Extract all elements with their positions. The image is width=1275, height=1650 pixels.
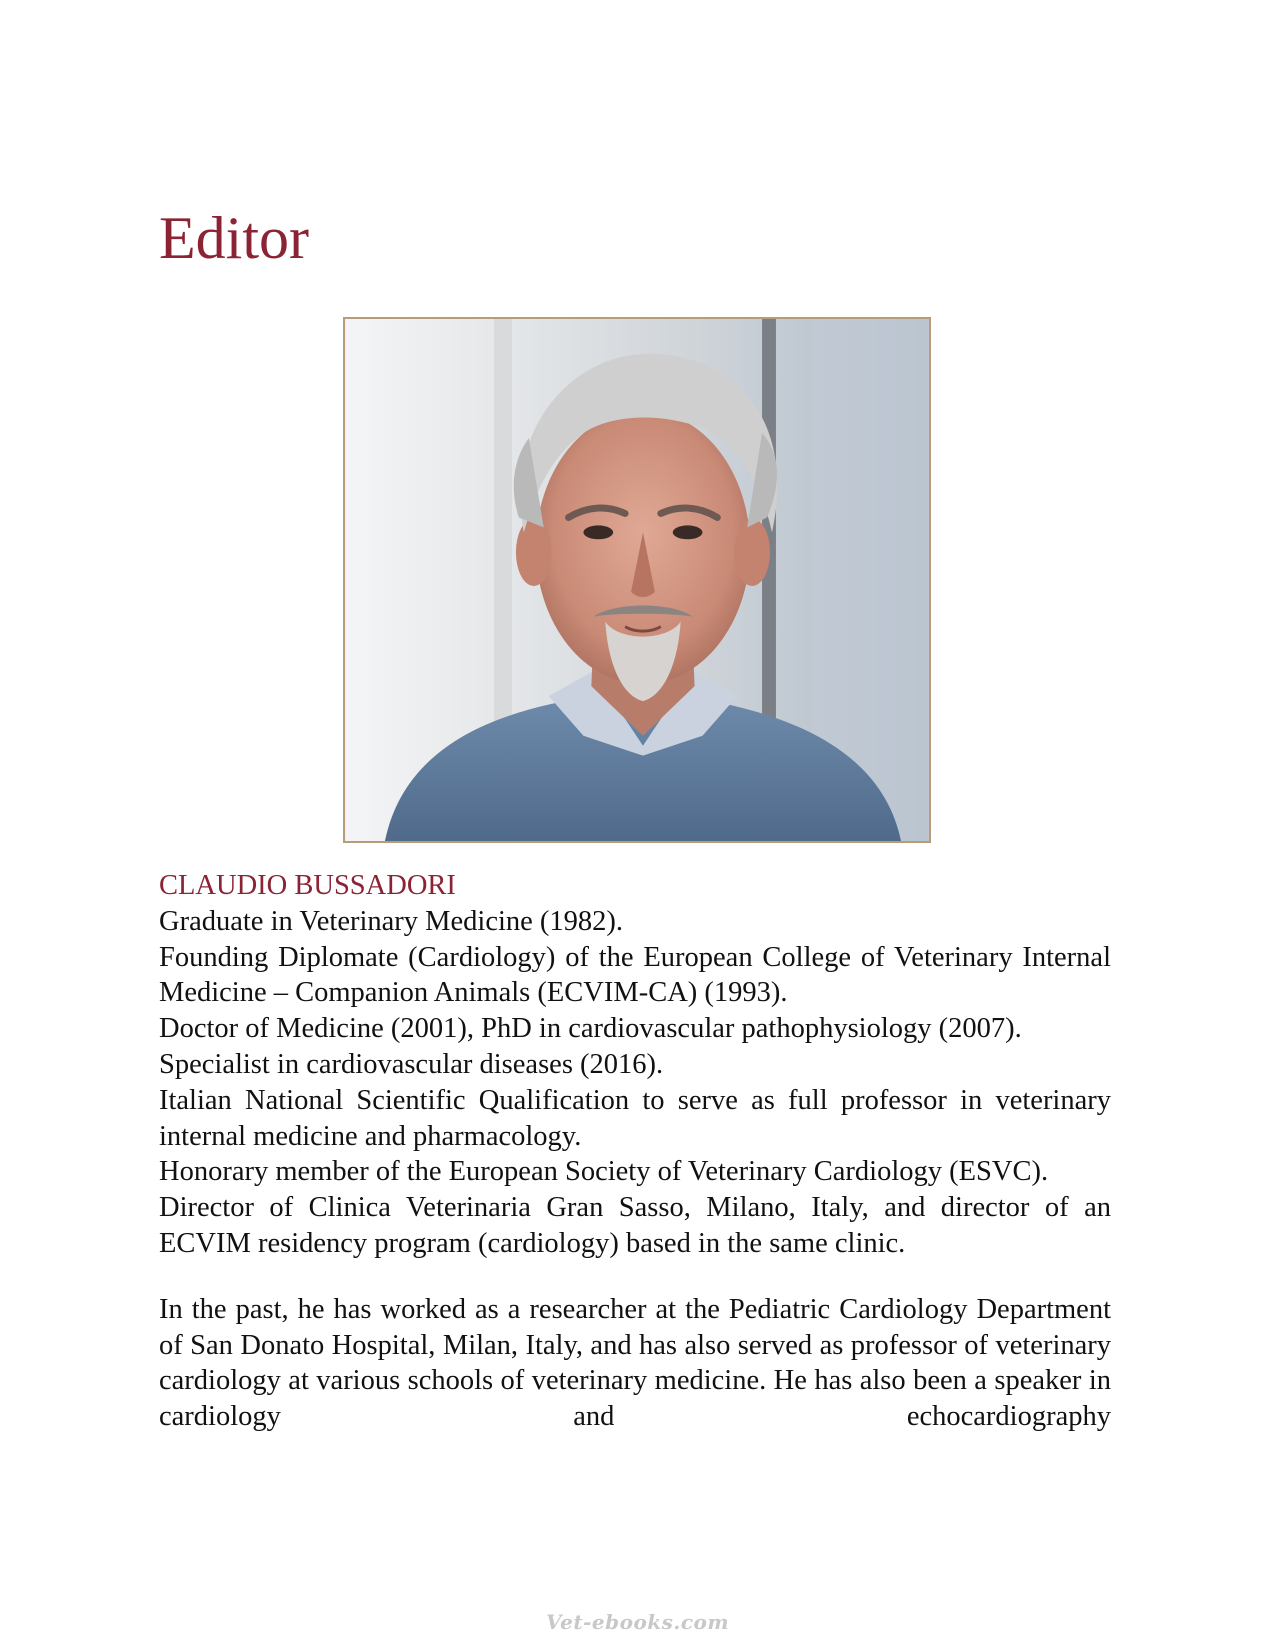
bio-line-honorary: Honorary member of the European Society of Veterinary Cardiology (ESVC). bbox=[159, 1156, 1049, 1188]
bio-line-qualification: Italian National Scientific Qualification to serve as full professor in veterinary internal medicine and pharmacology. bbox=[159, 1084, 1111, 1152]
bio-line-graduate: Graduate in Veterinary Medicine (1982). bbox=[159, 905, 624, 937]
bio-line-director: Director of Clinica Veterinaria Gran Sasso, Milano, Italy, and director of an ECVIM residency program (cardiology) based in the same clinic. bbox=[159, 1192, 1111, 1259]
bio-line-diplomate: Founding Diplomate (Cardiology) of the European College of Veterinary Internal Medicine – Companion Animals (ECVIM-CA) (1993). bbox=[159, 941, 1111, 1009]
editor-name: CLAUDIO BUSSADORI bbox=[159, 870, 456, 901]
portrait-image bbox=[345, 319, 929, 841]
bio-paragraph-past: In the past, he has worked as a researcher at the Pediatric Cardiology Department of San Donato Hospital, Milan, Italy, and has also served as professor of veterinary cardiology at various schools of veterinary medicine. He has also been a speaker in cardiology and echocardiography bbox=[159, 1293, 1111, 1433]
bio-line-doctorate: Doctor of Medicine (2001), PhD in cardiovascular pathophysiology (2007). bbox=[159, 1013, 1022, 1045]
watermark-logo: Vet-ebooks.com bbox=[545, 1610, 730, 1634]
page-title: Editor bbox=[159, 205, 309, 271]
bio-section bbox=[159, 868, 1111, 1435]
portrait-photo bbox=[343, 317, 931, 843]
bio-line-specialist: Specialist in cardiovascular diseases (2016). bbox=[159, 1048, 664, 1080]
